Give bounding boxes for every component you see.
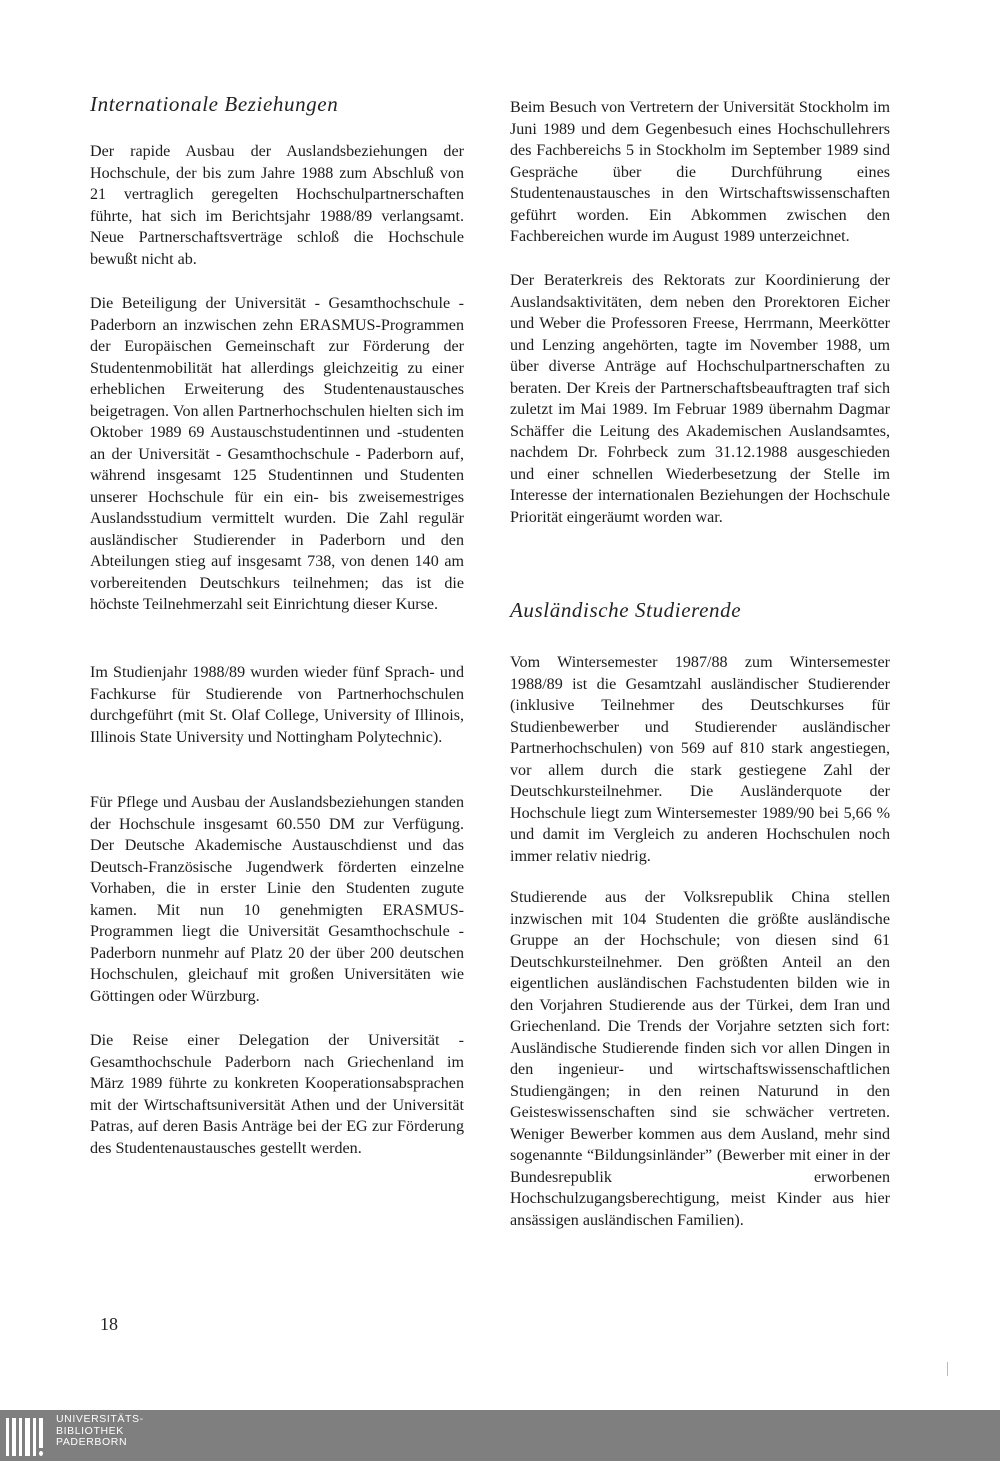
library-name-line: UNIVERSITÄTS- bbox=[56, 1413, 144, 1425]
library-name-line: PADERBORN bbox=[56, 1436, 128, 1448]
library-name bbox=[56, 1414, 144, 1449]
paragraph: Der Beraterkreis des Rektorats zur Koordinierung der Auslandsaktivitäten, dem neben den Prorektoren Eicher und Weber die Professoren Freese, Herrmann, Meerkötter und Lenzing angehörten, tagte im November 1988, um über diverse Anträge auf Hochschulpartnerschaften zu beraten. Der Kreis der Partnerschaftsbeauftragten traf sich zuletzt im Mai 1989. Im Februar 1989 übernahm Dagmar Schäffer die Leitung des Akademischen Auslandsamtes, nachdem Dr. Fohrbeck zum 31.12.1988 ausgeschieden und einer schnellen Wiederbesetzung der Stelle im Interesse der internationalen Beziehungen der Hochschule Priorität eingeräumt worden war. bbox=[510, 272, 890, 526]
paragraph: Der rapide Ausbau der Auslandsbeziehungen der Hochschule, der bis zum Jahre 1988 zum Abschluß von 21 vertraglich geregelten Hochschulpartnerschaften führte, hat sich im Berichtsjahr 1988/89 verlangsamt. Neue Partnerschaftsverträge schloß die Hochschule bewußt nicht ab. bbox=[90, 143, 464, 268]
scan-edge-mark bbox=[947, 1362, 948, 1376]
paragraph: Die Reise einer Delegation der Universität - Gesamthochschule Paderborn nach Griechenland im März 1989 führte zu konkreten Kooperationsabsprachen mit der Wirtschaftsuniversität Athen und der Universität Patras, auf deren Basis Anträge bei der EG zur Förderung des Studentenaustausches gestellt werden. bbox=[90, 1032, 464, 1157]
paragraph: Im Studienjahr 1988/89 wurden wieder fünf Sprach- und Fachkurse für Studierende von Partnerhochschulen durchgeführt (mit St. Olaf College, University of Illinois, Illinois State University und Nottingham Polytechnic). bbox=[90, 664, 464, 746]
paragraph: Studierende aus der Volksrepublik China stellen inzwischen mit 104 Studenten die größte ausländische Gruppe an der Hochschule; von diesen sind 61 Deutschkursteilnehmer. Den größten Anteil an den eigentlichen ausländischen Fachstudenten bilden wie in den Vorjahren Studierende aus der Türkei, dem Iran und Griechenland. Die Trends der Vorjahre setzten sich fort: Ausländische Studierende finden sich vor allen Dingen in den ingenieur- und wirtschaftswissenschaftlichen Studiengängen; in den reinen Naturund in den Geisteswissenschaften sind sie schwächer vertreten. Weniger Bewerber kommen aus dem Ausland, mehr sind sogenannte “Bildungsinländer” (Bewerber mit einer in der Bundesrepublik erworbenen Hochschulzugangsberechtigung, meist Kinder aus hier ansässigen ausländischen Familien). bbox=[510, 889, 890, 1229]
paragraph: Beim Besuch von Vertretern der Universität Stockholm im Juni 1989 und dem Gegenbesuch eines Hochschullehrers des Fachbereichs 5 in Stockholm im September 1989 sind Gespräche über die Durchführung eines Studentenaustausches in den Wirtschaftswissenschaften geführt worden. Ein Abkommen zwischen den Fachbereichen wurde im August 1989 unterzeichnet. bbox=[510, 99, 890, 245]
paragraph: Für Pflege und Ausbau der Auslandsbeziehungen standen der Hochschule insgesamt 60.550 DM zur Verfügung. Der Deutsche Akademische Austauschdienst und das Deutsch-Französische Jugendwerk förderten einzelne Vorhaben, die in erster Linie den Studenten zugute kamen. Mit nun 10 genehmigten ERASMUS-Programmen liegt die Universität Gesamthochschule - Paderborn nunmehr auf Platz 20 der über 200 deutschen Hochschulen, gleichauf mit großen Universitäten wie Göttingen oder Würzburg. bbox=[90, 794, 464, 1005]
paragraph: Vom Wintersemester 1987/88 zum Wintersemester 1988/89 ist die Gesamtzahl ausländischer Studierender (inklusive Teilnehmer des Deutschkurses für Studienbewerber und Studierender ausländischer Partnerhochschulen) von 569 auf 810 stark angestiegen, vor allem durch die stark gestiegene Zahl der Deutschkursteilnehmer. Die Ausländerquote der Hochschule liegt zum Wintersemester 1989/90 bei 5,66 % und damit im Vergleich zu anderen Hochschulen noch immer relativ niedrig. bbox=[510, 654, 890, 865]
section-heading-auslaendische-studierende: Ausländische Studierende bbox=[510, 598, 742, 622]
paragraph: Die Beteiligung der Universität - Gesamthochschule - Paderborn an inzwischen zehn ERASMUS-Programmen der Europäischen Gemeinschaft zur Förderung der Studentenmobilität hat allerdings gleichzeitig zu einer erheblichen Erweiterung des Studentenaustausches beigetragen. Von allen Partnerhochschulen hielten sich im Oktober 1989 69 Austauschstudentinnen und -studenten an der Universität - Gesamthochschule - Paderborn auf, während insgesamt 125 Studentinnen und Studenten unserer Hochschule für ein ein- bis zweisemestriges Auslandsstudium vermittelt wurden. Die Zahl regulär ausländischer Studierender in Paderborn und den Abteilungen stieg auf insgesamt 738, von denen 140 am vorbereitenden Deutschkurs teilnehmen; das ist die höchste Teilnehmerzahl seit Einrichtung dieser Kurse. bbox=[90, 295, 464, 613]
section-heading-internationale-beziehungen: Internationale Beziehungen bbox=[90, 92, 339, 116]
page-number: 18 bbox=[100, 1314, 118, 1334]
library-name-line: BIBLIOTHEK bbox=[56, 1424, 124, 1437]
library-barcode-logo-icon bbox=[6, 1418, 52, 1456]
library-footer-bar bbox=[0, 1410, 1000, 1461]
